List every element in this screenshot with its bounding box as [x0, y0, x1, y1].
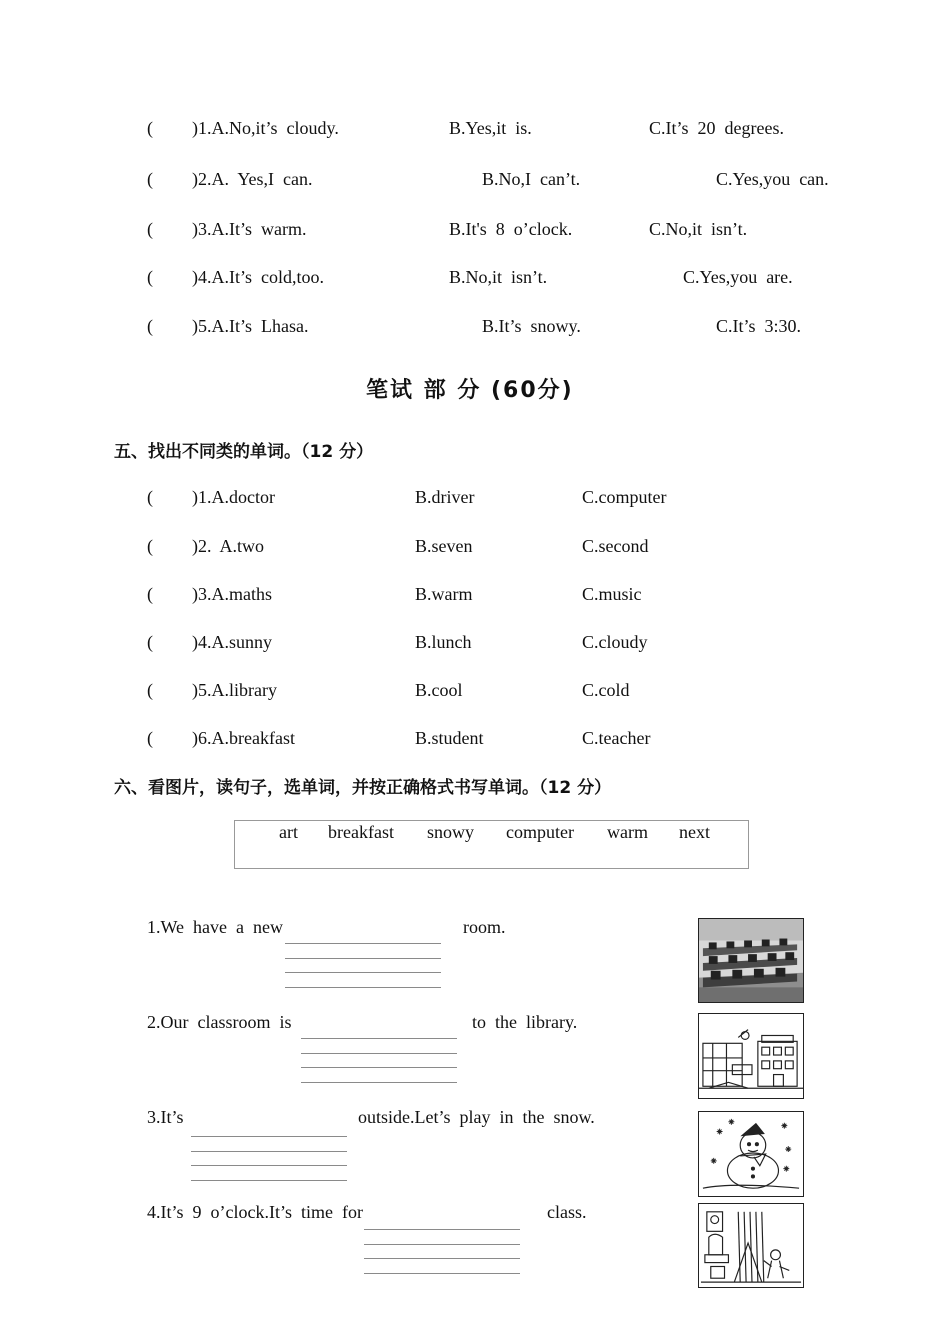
word-bank-word: computer	[506, 822, 574, 842]
option-a: )5.A.library	[192, 680, 277, 700]
option-c: C.Yes,you are.	[683, 267, 793, 287]
classroom-next-to-library-drawing	[698, 1013, 804, 1099]
option-a: )4.A.It’s cold,too.	[192, 267, 324, 287]
sentence-start: 1.We have a new	[147, 917, 283, 937]
option-b: B.driver	[415, 487, 475, 507]
paren: (	[147, 169, 153, 189]
word-bank-word: warm	[607, 822, 648, 842]
option-c: C.cloudy	[582, 632, 648, 652]
option-b: B.It’s snowy.	[482, 316, 581, 336]
option-c: C.computer	[582, 487, 667, 507]
word-bank-word: art	[279, 822, 298, 842]
option-c: C.Yes,you can.	[716, 169, 829, 189]
section6-heading: 六、看图片，读句子，选单词，并按正确格式书写单词。（12 分）	[114, 778, 612, 798]
option-c: C.It’s 20 degrees.	[649, 118, 784, 138]
paren: (	[147, 632, 153, 652]
art-class-drawing	[698, 1203, 804, 1288]
option-a: )5.A.It’s Lhasa.	[192, 316, 309, 336]
snowman-drawing	[698, 1111, 804, 1197]
option-b: B.cool	[415, 680, 463, 700]
option-b: B.It's 8 o’clock.	[449, 219, 573, 239]
option-a: )2.A. Yes,I can.	[192, 169, 313, 189]
sentence-start: 4.It’s 9 o’clock.It’s time for	[147, 1202, 363, 1222]
written-part-title: 笔试 部 分 (60分)	[366, 378, 574, 403]
paren: (	[147, 536, 153, 556]
option-c: C.second	[582, 536, 649, 556]
option-b: B.warm	[415, 584, 473, 604]
paren: (	[147, 680, 153, 700]
option-a: )3.A.It’s warm.	[192, 219, 307, 239]
option-c: C.cold	[582, 680, 630, 700]
option-b: B.seven	[415, 536, 473, 556]
sentence-end: room.	[463, 917, 506, 937]
paren: (	[147, 219, 153, 239]
four-line-answer-grid[interactable]	[285, 943, 441, 1001]
four-line-answer-grid[interactable]	[364, 1229, 520, 1287]
sentence-start: 3.It’s	[147, 1107, 184, 1127]
computer-room-photo	[698, 918, 804, 1003]
option-a: )1.A.doctor	[192, 487, 275, 507]
option-a: )4.A.sunny	[192, 632, 272, 652]
word-bank-box	[234, 820, 749, 869]
sentence-end: class.	[547, 1202, 587, 1222]
option-b: B.No,it isn’t.	[449, 267, 548, 287]
option-b: B.student	[415, 728, 484, 748]
sentence-start: 2.Our classroom is	[147, 1012, 292, 1032]
sentence-end: to the library.	[472, 1012, 578, 1032]
four-line-answer-grid[interactable]	[301, 1038, 457, 1096]
word-bank-word: breakfast	[328, 822, 394, 842]
section5-heading: 五、找出不同类的单词。（12 分）	[114, 442, 374, 462]
paren: (	[147, 316, 153, 336]
option-a: )3.A.maths	[192, 584, 272, 604]
option-a: )1.A.No,it’s cloudy.	[192, 118, 339, 138]
option-b: B.lunch	[415, 632, 472, 652]
paren: (	[147, 584, 153, 604]
sentence-end: outside.Let’s play in the snow.	[358, 1107, 595, 1127]
word-bank-word: snowy	[427, 822, 475, 842]
paren: (	[147, 728, 153, 748]
option-c: C.It’s 3:30.	[716, 316, 802, 336]
option-c: C.No,it isn’t.	[649, 219, 748, 239]
option-b: B.Yes,it is.	[449, 118, 532, 138]
option-c: C.teacher	[582, 728, 651, 748]
option-b: B.No,I can’t.	[482, 169, 581, 189]
option-a: )2. A.two	[192, 536, 264, 556]
option-a: )6.A.breakfast	[192, 728, 295, 748]
option-c: C.music	[582, 584, 642, 604]
four-line-answer-grid[interactable]	[191, 1136, 347, 1194]
paren: (	[147, 487, 153, 507]
paren: (	[147, 267, 153, 287]
word-bank-word: next	[679, 822, 710, 842]
paren: (	[147, 118, 153, 138]
